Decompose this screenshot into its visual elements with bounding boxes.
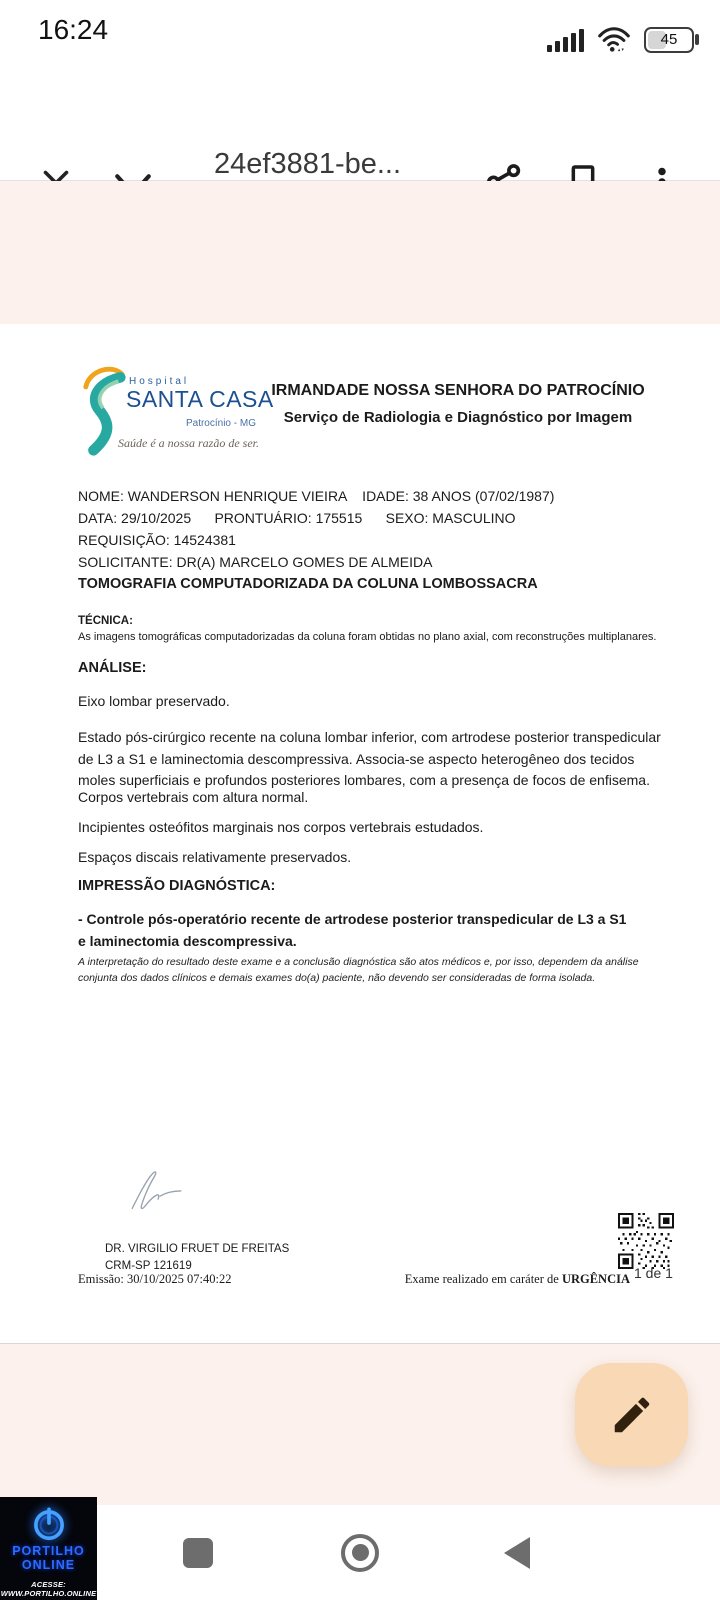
technique-label: TÉCNICA: [78,615,133,627]
page-margin-top [0,181,720,324]
disclaimer-text: A interpretação do resultado deste exame e a conclusão diagnóstica são atos médicos e, por isso, dependem da análise conjunta dos dados clínicos e demais exames do(a) paciente, não devendo ser consideradas de forma isolada. [78,956,639,984]
urgency-prefix: Exame realizado em caráter de [404,1272,562,1286]
analysis-paragraph: Incipientes osteófitos marginais nos corpos vertebrais estudados. [78,819,484,835]
edit-fab-button[interactable] [575,1363,688,1467]
patient-line: REQUISIÇÃO: 14524381 [78,532,236,548]
analysis-label: ANÁLISE: [78,660,147,676]
emission-timestamp: Emissão: 30/10/2025 07:40:22 [78,1272,232,1286]
impression-text: - Controle pós-operatório recente de artrodese posterior transpedicular de L3 a S1 e laminectomia descompressiva. [78,911,627,949]
watermark-line1: PORTILHO [12,1544,85,1558]
logo-location: Patrocínio - MG [185,418,256,429]
urgency-value: URGÊNCIA [561,1272,630,1286]
pdf-page[interactable] [0,324,720,1344]
patient-line: DATA: 29/10/2025 PRONTUÁRIO: 175515 SEXO: MASCULINO [78,510,516,526]
department-name: Serviço de Radiologia e Diagnóstico por Imagem [283,409,633,426]
back-button[interactable] [457,1505,577,1600]
logo-hospital-word: Hospital [129,376,190,387]
analysis-paragraph: Estado pós-cirúrgico recente na coluna lombar inferior, com artrodese posterior transpedicular de L3 a S1 e laminectomia descompressiva. Associa-se aspecto heterogêneo dos tecidos moles superficiais e profundos posteriores lombares, com a presença de focos de enfisema. [78,729,661,788]
power-icon [28,1502,70,1544]
pencil-icon [609,1392,655,1438]
analysis-paragraph: Corpos vertebrais com altura normal. [78,789,309,805]
logo-tagline: Saúde é a nossa razão de ser. [118,436,259,450]
institution-name: IRMANDADE NOSSA SENHORA DO PATROCÍNIO [271,382,645,399]
battery-icon [644,27,694,53]
urgency-note [405,1272,630,1287]
patient-line: NOME: WANDERSON HENRIQUE VIEIRA IDADE: 38 ANOS (07/02/1987) [78,488,555,504]
impression-label: IMPRESSÃO DIAGNÓSTICA: [78,878,276,894]
page-indicator: 1 de 1 [634,1265,673,1281]
watermark-line2: ONLINE [21,1558,76,1572]
clock: 16:24 [38,14,109,45]
doctor-crm: CRM-SP 121619 [105,1260,192,1272]
signal-icon [547,28,584,52]
doctor-name: DR. VIRGILIO FRUET DE FREITAS [105,1243,290,1255]
recents-icon [183,1538,213,1568]
patient-line: SOLICITANTE: DR(A) MARCELO GOMES DE ALMEIDA [78,554,433,570]
status-icons [547,26,694,53]
report-header [248,382,668,426]
back-icon [504,1537,530,1569]
doctor-signature [126,1166,188,1220]
analysis-paragraph: Eixo lombar preservado. [78,693,230,709]
status-bar [0,0,720,60]
recents-button[interactable] [138,1505,258,1600]
qr-code [618,1213,674,1269]
viewer-toolbar [0,60,720,181]
logo-name: SANTA CASA [126,386,274,412]
portilho-watermark [0,1497,97,1600]
document-title: 24ef3881-be... [214,148,402,180]
home-button[interactable] [300,1505,420,1600]
analysis-paragraph: Espaços discais relativamente preservados. [78,849,352,865]
home-icon [341,1534,379,1572]
wifi-icon [597,26,631,53]
watermark-footer: ACESSE: WWW.PORTILHO.ONLINE [0,1580,97,1598]
doctor-block [105,1241,289,1275]
android-navbar [0,1505,720,1600]
battery-percent: 45 [660,31,678,48]
technique-text: As imagens tomográficas computadorizadas da coluna foram obtidas no plano axial, com reconstruções multiplanares. [78,631,657,643]
exam-title: TOMOGRAFIA COMPUTADORIZADA DA COLUNA LOMBOSSACRA [78,576,538,592]
